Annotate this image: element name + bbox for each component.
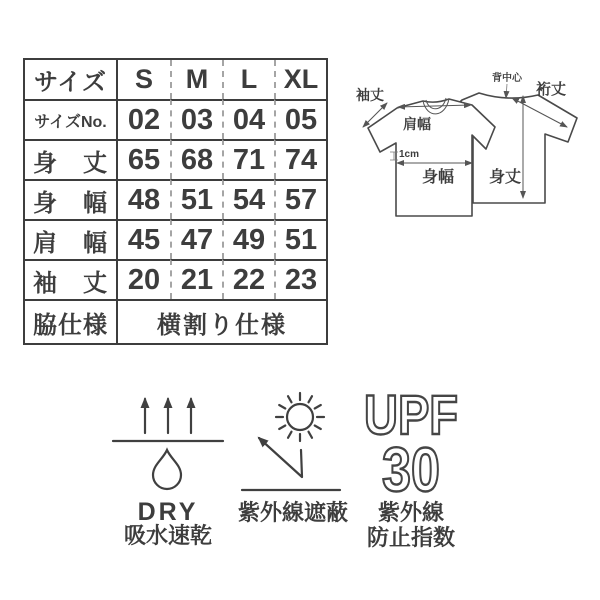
table-cell: 71	[222, 139, 274, 179]
label-body-width: 身幅	[421, 169, 455, 186]
label-shoulder-width: 肩幅	[403, 116, 431, 132]
water-droplet-icon	[153, 450, 181, 489]
table-cell: 05	[274, 99, 326, 139]
row-label-size-no: サイズNo.	[25, 99, 118, 139]
table-cell: 02	[118, 99, 170, 139]
table-header-size: サイズ	[25, 60, 118, 99]
table-header-m: M	[170, 60, 222, 99]
row-label-sleeve-length: 袖 丈	[25, 259, 118, 299]
table-header-l: L	[222, 60, 274, 99]
row-label-shoulder-width: 肩 幅	[25, 219, 118, 259]
table-cell: 68	[170, 139, 222, 179]
table-cell: 54	[222, 179, 274, 219]
row-label-body-length: 身 丈	[25, 139, 118, 179]
label-back-center: 背中心	[492, 73, 522, 84]
back-center-pointer	[506, 84, 507, 98]
side-spec-value: 横割り仕様	[118, 299, 326, 343]
row-label-body-width: 身 幅	[25, 179, 118, 219]
table-cell: 03	[170, 99, 222, 139]
table-cell: 47	[170, 219, 222, 259]
size-spec-table	[23, 58, 328, 345]
table-cell: 04	[222, 99, 274, 139]
table-cell: 48	[118, 179, 170, 219]
table-header-s: S	[134, 64, 153, 94]
label-seam-1cm: 1cm	[399, 149, 420, 160]
upf-label-line2: 防止指数	[366, 525, 455, 550]
tshirt-measurement-diagram	[345, 52, 600, 227]
dry-icon	[108, 388, 228, 493]
table-cell: 22	[222, 259, 274, 299]
upf-value-outline-text: 30	[382, 436, 440, 498]
label-sleeve-length: 袖丈	[356, 87, 384, 103]
table-cell: 65	[118, 139, 170, 179]
upf-outline-text: UPF	[364, 386, 458, 446]
uv-shield-label: 紫外線遮蔽	[237, 500, 348, 525]
upf-label-line1: 紫外線	[377, 500, 444, 525]
table-cell: 57	[274, 179, 326, 219]
table-cell: 51	[274, 219, 326, 259]
row-label-side-spec: 脇仕様	[25, 299, 118, 343]
table-cell: 20	[118, 259, 170, 299]
uv-reflect-arrow	[259, 438, 302, 477]
evaporation-arrows-icon	[145, 399, 191, 433]
table-cell: 23	[274, 259, 326, 299]
table-cell: 51	[170, 179, 222, 219]
dry-title: DRY	[137, 498, 199, 526]
table-cell: 74	[274, 139, 326, 179]
uv-shield-icon	[238, 388, 353, 496]
dry-subtitle: 吸水速乾	[123, 523, 212, 548]
table-cell: 21	[170, 259, 222, 299]
table-cell: 49	[222, 219, 274, 259]
label-body-length: 身丈	[488, 169, 522, 186]
table-header-xl: XL	[274, 60, 326, 99]
upf30-icon	[356, 386, 466, 498]
label-yuki-length: 裄丈	[535, 81, 567, 98]
sun-icon	[276, 393, 324, 441]
table-cell: 45	[118, 219, 170, 259]
